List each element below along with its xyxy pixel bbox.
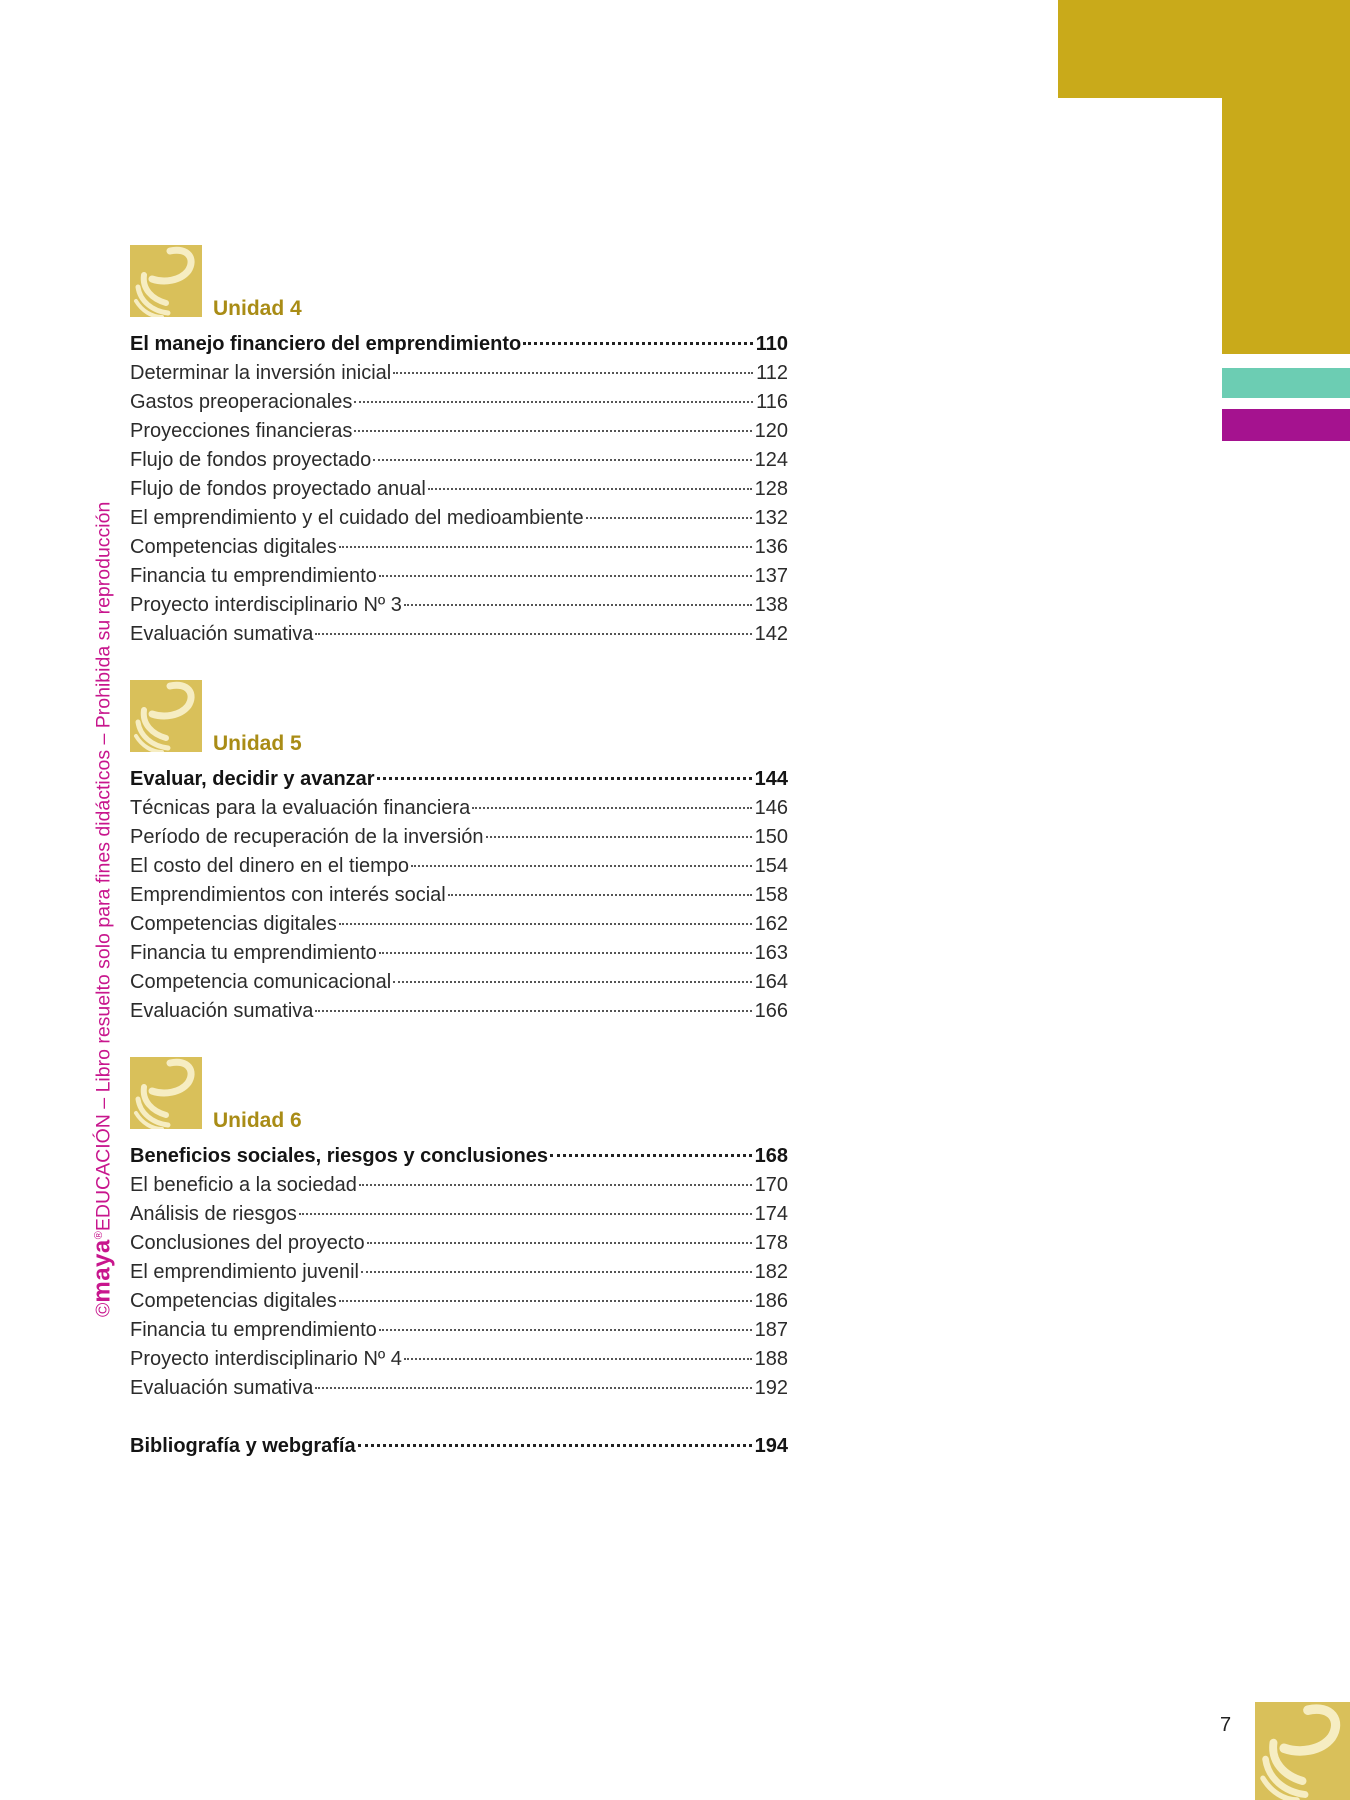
- unit-5-label: Unidad 5: [213, 732, 302, 755]
- gold-corner-block: [1058, 0, 1350, 98]
- brand-name: maya: [88, 1239, 116, 1303]
- toc-unit-4-title[interactable]: El manejo financiero del emprendimiento 110: [130, 333, 788, 355]
- magenta-stripe: [1222, 409, 1350, 441]
- copyright-symbol: ©: [92, 1302, 115, 1317]
- toc-item[interactable]: Proyecto interdisciplinario Nº 4 188: [130, 1348, 788, 1370]
- unit-emblem-icon: [130, 1057, 202, 1129]
- toc-item[interactable]: El emprendimiento juvenil 182: [130, 1261, 788, 1283]
- unit-4-toc: [130, 330, 788, 649]
- unit-4-label: Unidad 4: [213, 297, 302, 320]
- toc-item[interactable]: Competencia comunicacional 164: [130, 971, 788, 993]
- copyright-side-text: [84, 477, 114, 1317]
- toc-item[interactable]: Emprendimientos con interés social 158: [130, 884, 788, 906]
- copyright-notice: EDUCACIÓN – Libro resuelto solo para fines didácticos – Prohibida su reproducción: [92, 501, 115, 1232]
- registered-mark: ®: [93, 1231, 105, 1240]
- unit-emblem-icon: [130, 245, 202, 317]
- gold-side-block: [1222, 98, 1350, 354]
- toc-item[interactable]: Financia tu emprendimiento 163: [130, 942, 788, 964]
- toc-item[interactable]: El beneficio a la sociedad 170: [130, 1174, 788, 1196]
- toc-item[interactable]: Análisis de riesgos 174: [130, 1203, 788, 1225]
- unit-6-label: Unidad 6: [213, 1109, 302, 1132]
- corner-emblem-icon: [1255, 1702, 1350, 1800]
- toc-item[interactable]: Técnicas para la evaluación financiera 146: [130, 797, 788, 819]
- toc-item[interactable]: Conclusiones del proyecto 178: [130, 1232, 788, 1254]
- page-number: 7: [1220, 1714, 1232, 1736]
- toc-item[interactable]: Proyecciones financieras 120: [130, 420, 788, 442]
- unit-6-toc: [130, 1142, 788, 1403]
- toc-item[interactable]: Competencias digitales 136: [130, 536, 788, 558]
- bibliography-toc: [130, 1432, 788, 1461]
- teal-stripe: [1222, 368, 1350, 398]
- unit-emblem-icon: [130, 680, 202, 752]
- toc-item[interactable]: Flujo de fondos proyectado anual 128: [130, 478, 788, 500]
- toc-item[interactable]: Competencias digitales 162: [130, 913, 788, 935]
- toc-item[interactable]: Financia tu emprendimiento 137: [130, 565, 788, 587]
- toc-bibliography[interactable]: Bibliografía y webgrafía 194: [130, 1435, 788, 1457]
- toc-item[interactable]: Evaluación sumativa 166: [130, 1000, 788, 1022]
- toc-item[interactable]: El costo del dinero en el tiempo 154: [130, 855, 788, 877]
- toc-item[interactable]: Gastos preoperacionales 116: [130, 391, 788, 413]
- toc-unit-6-title[interactable]: Beneficios sociales, riesgos y conclusiones 168: [130, 1145, 788, 1167]
- unit-5-toc: [130, 765, 788, 1026]
- toc-unit-5-title[interactable]: Evaluar, decidir y avanzar 144: [130, 768, 788, 790]
- toc-item[interactable]: Evaluación sumativa 142: [130, 623, 788, 645]
- toc-item[interactable]: Proyecto interdisciplinario Nº 3 138: [130, 594, 788, 616]
- toc-item[interactable]: Competencias digitales 186: [130, 1290, 788, 1312]
- toc-item[interactable]: Evaluación sumativa 192: [130, 1377, 788, 1399]
- toc-item[interactable]: Financia tu emprendimiento 187: [130, 1319, 788, 1341]
- toc-item[interactable]: Determinar la inversión inicial 112: [130, 362, 788, 384]
- toc-item[interactable]: Período de recuperación de la inversión 150: [130, 826, 788, 848]
- toc-item[interactable]: El emprendimiento y el cuidado del medioambiente 132: [130, 507, 788, 529]
- toc-item[interactable]: Flujo de fondos proyectado 124: [130, 449, 788, 471]
